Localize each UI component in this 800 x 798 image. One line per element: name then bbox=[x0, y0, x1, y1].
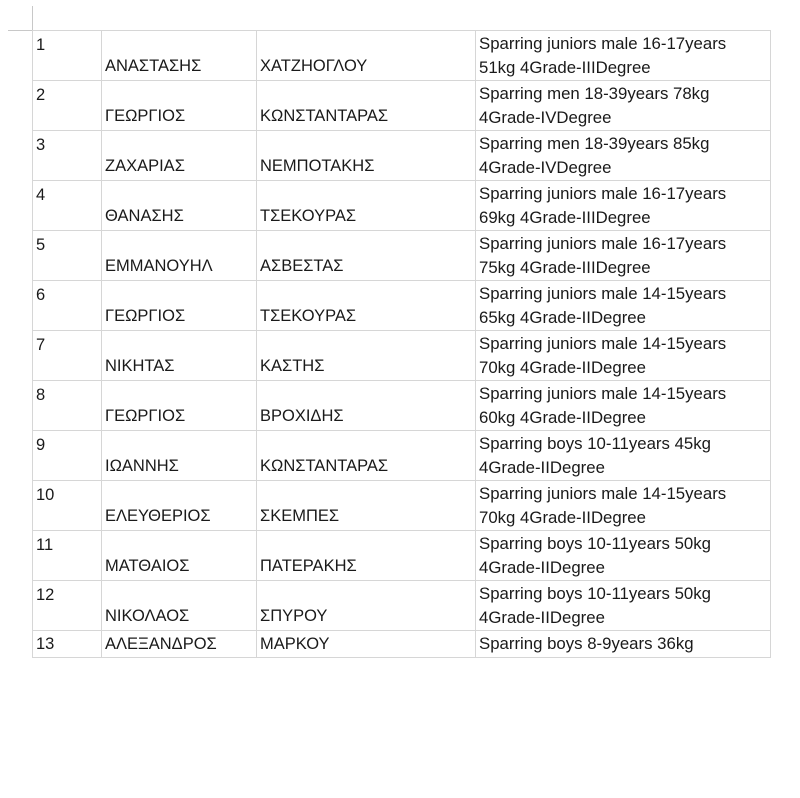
row-number: 2 bbox=[33, 81, 102, 131]
competition-category: Sparring juniors male 14-15years 70kg 4Grade-IIDegree bbox=[476, 331, 771, 381]
row-number: 4 bbox=[33, 181, 102, 231]
competition-category: Sparring boys 10-11years 50kg 4Grade-IIDegree bbox=[476, 581, 771, 631]
athlete-last-name: ΒΡΟΧΙΔΗΣ bbox=[257, 381, 476, 431]
athlete-first-name: ΓΕΩΡΓΙΟΣ bbox=[102, 281, 257, 331]
competition-category: Sparring juniors male 16-17years 69kg 4Grade-IIIDegree bbox=[476, 181, 771, 231]
athlete-first-name: ΑΝΑΣΤΑΣΗΣ bbox=[102, 31, 257, 81]
row-number: 5 bbox=[33, 231, 102, 281]
competition-category: Sparring juniors male 14-15years 60kg 4Grade-IIDegree bbox=[476, 381, 771, 431]
competition-category: Sparring men 18-39years 85kg 4Grade-IVDegree bbox=[476, 131, 771, 181]
table-row bbox=[33, 231, 771, 281]
table-row bbox=[33, 81, 771, 131]
athlete-last-name: ΠΑΤΕΡΑΚΗΣ bbox=[257, 531, 476, 581]
athlete-first-name: ΓΕΩΡΓΙΟΣ bbox=[102, 381, 257, 431]
athlete-last-name: ΝΕΜΠΟΤΑΚΗΣ bbox=[257, 131, 476, 181]
row-number: 13 bbox=[33, 631, 102, 658]
row-number: 12 bbox=[33, 581, 102, 631]
athlete-last-name: ΧΑΤΖΗΟΓΛΟΥ bbox=[257, 31, 476, 81]
row-number: 11 bbox=[33, 531, 102, 581]
row-number: 8 bbox=[33, 381, 102, 431]
athlete-last-name: ΑΣΒΕΣΤΑΣ bbox=[257, 231, 476, 281]
athlete-last-name: ΚΩΝΣΤΑΝΤΑΡΑΣ bbox=[257, 81, 476, 131]
page-corner-mark bbox=[32, 6, 33, 30]
athlete-last-name: ΚΩΝΣΤΑΝΤΑΡΑΣ bbox=[257, 431, 476, 481]
table-row bbox=[33, 181, 771, 231]
competition-category: Sparring juniors male 16-17years 51kg 4Grade-IIIDegree bbox=[476, 31, 771, 81]
table-row bbox=[33, 531, 771, 581]
competition-category: Sparring juniors male 16-17years 75kg 4Grade-IIIDegree bbox=[476, 231, 771, 281]
athlete-last-name: ΣΠΥΡΟΥ bbox=[257, 581, 476, 631]
athlete-first-name: ΝΙΚΗΤΑΣ bbox=[102, 331, 257, 381]
table-row bbox=[33, 581, 771, 631]
row-number: 7 bbox=[33, 331, 102, 381]
athlete-last-name: ΚΑΣΤΗΣ bbox=[257, 331, 476, 381]
athlete-first-name: ΖΑΧΑΡΙΑΣ bbox=[102, 131, 257, 181]
row-number: 3 bbox=[33, 131, 102, 181]
competition-category: Sparring juniors male 14-15years 70kg 4Grade-IIDegree bbox=[476, 481, 771, 531]
table-row bbox=[33, 481, 771, 531]
athlete-roster-table bbox=[32, 30, 771, 658]
row-number: 9 bbox=[33, 431, 102, 481]
athlete-first-name: ΙΩΑΝΝΗΣ bbox=[102, 431, 257, 481]
athlete-first-name: ΝΙΚΟΛΑΟΣ bbox=[102, 581, 257, 631]
athlete-last-name: ΤΣΕΚΟΥΡΑΣ bbox=[257, 281, 476, 331]
row-number: 1 bbox=[33, 31, 102, 81]
athlete-first-name: ΘΑΝΑΣΗΣ bbox=[102, 181, 257, 231]
page-corner-mark bbox=[8, 30, 33, 31]
athlete-last-name: ΣΚΕΜΠΕΣ bbox=[257, 481, 476, 531]
athlete-last-name: ΤΣΕΚΟΥΡΑΣ bbox=[257, 181, 476, 231]
competition-category: Sparring boys 10-11years 45kg 4Grade-IIDegree bbox=[476, 431, 771, 481]
competition-category: Sparring boys 8-9years 36kg bbox=[476, 631, 771, 658]
athlete-first-name: ΓΕΩΡΓΙΟΣ bbox=[102, 81, 257, 131]
table-row bbox=[33, 281, 771, 331]
athlete-first-name: ΜΑΤΘΑΙΟΣ bbox=[102, 531, 257, 581]
roster-body bbox=[33, 31, 771, 658]
competition-category: Sparring juniors male 14-15years 65kg 4Grade-IIDegree bbox=[476, 281, 771, 331]
table-row bbox=[33, 131, 771, 181]
athlete-last-name: ΜΑΡΚΟΥ bbox=[257, 631, 476, 658]
athlete-first-name: ΕΛΕΥΘΕΡΙΟΣ bbox=[102, 481, 257, 531]
competition-category: Sparring men 18-39years 78kg 4Grade-IVDegree bbox=[476, 81, 771, 131]
table-row bbox=[33, 331, 771, 381]
table-row bbox=[33, 381, 771, 431]
row-number: 10 bbox=[33, 481, 102, 531]
athlete-first-name: ΑΛΕΞΑΝΔΡΟΣ bbox=[102, 631, 257, 658]
table-row bbox=[33, 31, 771, 81]
table-row bbox=[33, 631, 771, 658]
competition-category: Sparring boys 10-11years 50kg 4Grade-IIDegree bbox=[476, 531, 771, 581]
athlete-first-name: ΕΜΜΑΝΟΥΗΛ bbox=[102, 231, 257, 281]
row-number: 6 bbox=[33, 281, 102, 331]
table-row bbox=[33, 431, 771, 481]
